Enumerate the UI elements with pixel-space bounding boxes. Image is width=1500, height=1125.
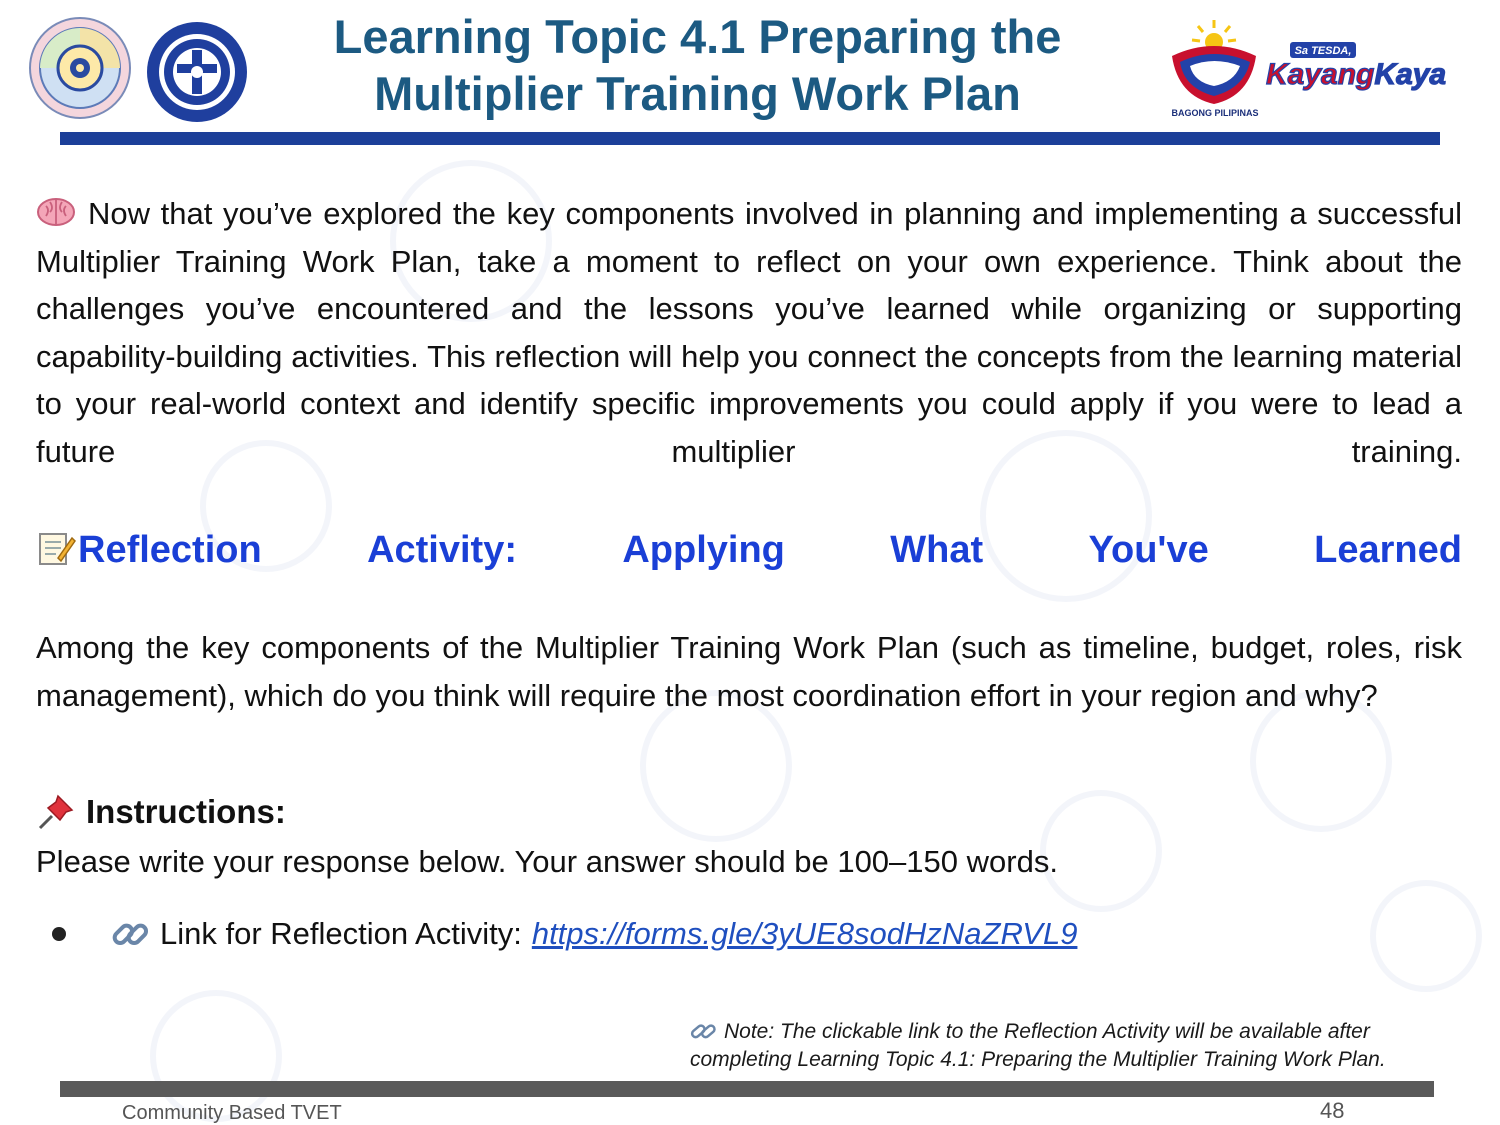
kayang-text: Kayang [1266,58,1375,91]
tesda-seal-logo [145,20,249,124]
watermark-seal [1370,880,1482,992]
kaya-text: Kaya [1374,58,1447,91]
reflection-link-item [52,912,1077,956]
reflection-word-4: What [890,528,984,571]
bagong-pilipinas-text: BAGONG PILIPINAS [1171,108,1259,118]
title-line-1: Learning Topic 4.1 Preparing the [333,10,1062,63]
instructions-heading [36,792,286,832]
watermark-seal [1040,790,1162,912]
instructions-heading-text: Instructions: [86,793,286,830]
link-icon [690,1020,718,1042]
kayang-kaya-logo [1262,38,1482,94]
kayang-kaya-small-text: Sa TESDA, [1294,45,1352,57]
reflection-word-5: You've [1088,528,1209,571]
title-line-2: Multiplier Training Work Plan [374,67,1021,120]
page-title [300,8,1095,122]
footer-label: Community Based TVET [122,1102,342,1124]
brain-icon [36,196,76,228]
bullet-dot [52,927,66,941]
bagong-pilipinas-logo [1160,16,1270,120]
intro-paragraph [36,190,1462,475]
cbt-seal-logo [28,16,132,120]
note-text: Note: The clickable link to the Reflection Activity will be available after completing Learning Topic 4.1: Preparing the Multiplier Training Work Plan. [690,1020,1386,1071]
intro-text: Now that you’ve explored the key components involved in planning and implementing a successful Multiplier Training Work Plan, take a moment to reflect on your own experience. Think about the challenges you’ve encountered and the lessons you’ve learned while organizing or supporting capability-building activities. This reflection will help you connect the concepts from the learning material to your real-world context and identify specific improvements you could apply if you were to lead a future multiplier training. [36,196,1462,469]
reflection-word-6: Learned [1314,528,1462,571]
memo-icon [36,528,76,568]
page-number: 48 [1320,1098,1345,1123]
pushpin-icon [36,792,76,832]
availability-note [690,1018,1470,1074]
instructions-text: Please write your response below. Your answer should be 100–150 words. [36,844,1058,879]
kayang-kaya-main-text [1266,58,1446,91]
reflection-word-2: Activity: [367,528,517,571]
question-paragraph: Among the key components of the Multiplier Training Work Plan (such as timeline, budget, roles, risk management), which do you think will require the most coordination effort in your region and why? [36,630,1462,713]
reflection-word-1-text: Reflection [78,529,262,571]
reflection-word-3: Applying [622,528,785,571]
reflection-word-1 [36,528,262,572]
footer-divider [60,1081,1434,1097]
link-label: Link for Reflection Activity: [160,916,522,951]
reflection-activity-link[interactable]: https://forms.gle/3yUE8sodHzNaZRVL9 [531,916,1078,951]
title-divider [60,132,1440,145]
slide-header [0,0,1500,150]
link-icon [110,914,150,954]
reflection-heading [36,522,1462,578]
